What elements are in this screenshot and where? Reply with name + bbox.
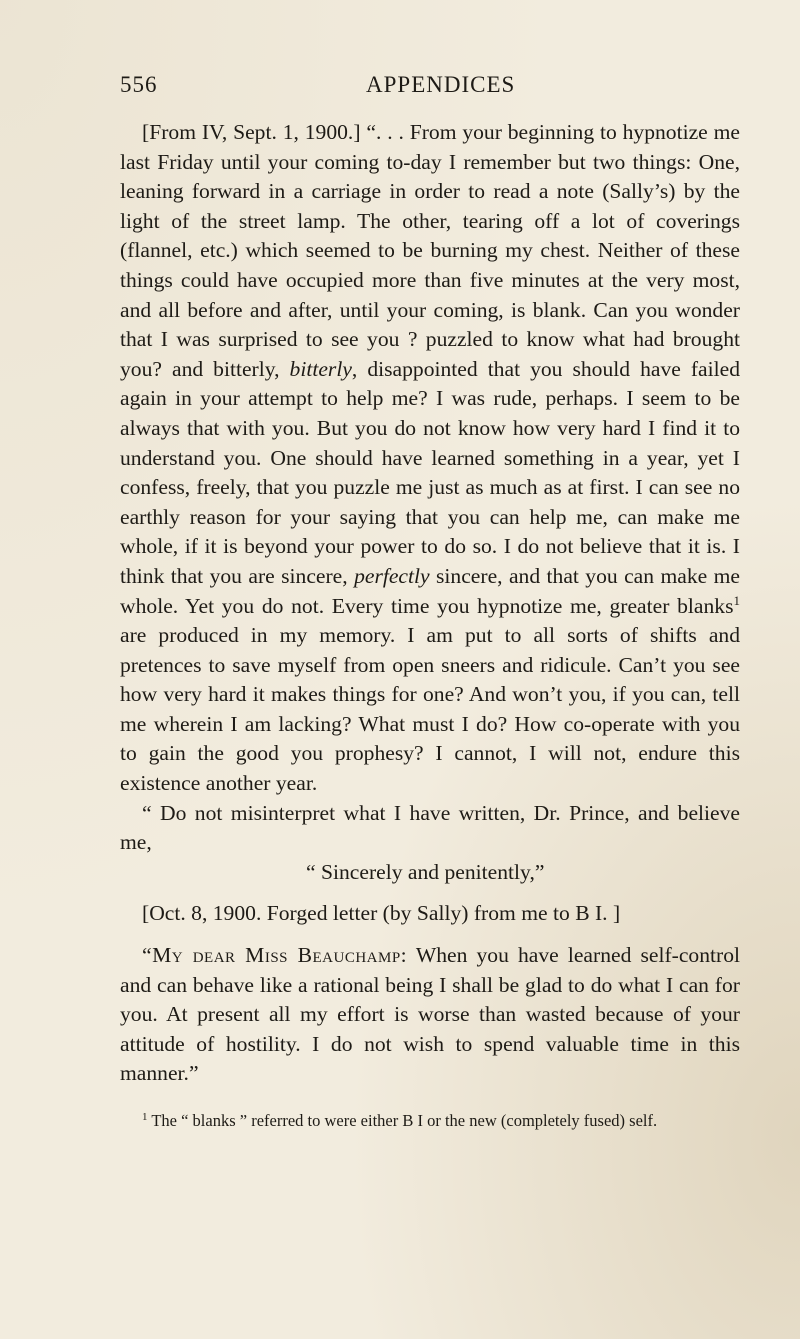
running-head: [120, 72, 720, 108]
running-title: APPENDICES: [366, 72, 516, 97]
letter-text: When you have learned self-control and can behave like a rational being I shall be glad to do what I can for you. At present all my effort is worse than wasted because of your attitude of hostility. I do not wish to spend valuable time in this manner.”: [120, 943, 740, 1086]
footnote-marker: 1: [142, 1111, 148, 1123]
source-bracket: [From IV, Sept. 1, 1900.]: [142, 120, 361, 144]
letter-paragraph: [120, 118, 740, 799]
letter-signoff: “ Sincerely and penitently,”: [306, 859, 545, 884]
page-number: 556: [120, 72, 158, 97]
closing-paragraph: “ Do not misinterpret what I have written, Dr. Prince, and believe me,: [120, 800, 740, 855]
forged-letter-paragraph: [120, 941, 740, 1089]
body-text: [120, 118, 740, 1132]
footnote-text: The “ blanks ” referred to were either B I or the new (completely fused) self.: [147, 1111, 658, 1130]
letter-text: sincere, and that you can make me whole. Yet you do not. Every time you hypnotize me, greater blanks: [120, 563, 740, 618]
editorial-bracket: [Oct. 8, 1900. Forged letter (by Sally) from me to B I. ]: [142, 901, 621, 926]
footnote: [120, 1109, 740, 1132]
letter-text: , disappointed that you should have failed again in your attempt to help me? I was rude, perhaps. I seem to be always that with you. But you do not know how very hard I find it to understand you. One should have learned something in a year, yet I confess, freely, that you puzzle me just as much as at first. I can see no earthly reason for your saying that you can help me, can make me whole, if it is beyond your power to do so. I do not believe that it is. I think that you are sincere,: [120, 356, 740, 588]
emphasis-text: perfectly: [354, 563, 430, 588]
footnote-reference[interactable]: 1: [733, 592, 740, 608]
salutation: “My dear Miss Beauchamp:: [142, 943, 408, 968]
emphasis-text: bitterly: [289, 356, 352, 381]
letter-text: “. . . From your beginning to hypnotize me last Friday until your coming to-day I remember but two things: One, leaning forward in a carriage in order to read a note (Sally’s) by the light of the street lamp. The other, tearing off a lot of coverings (flannel, etc.) which seemed to be burning my chest. Neither of these things could have occupied more than five minutes at the very most, and all before and after, until your coming, is blank. Can you wonder that I was surprised to see you ? puzzled to know what had brought you? and bitterly,: [120, 120, 740, 381]
letter-text: are produced in my memory. I am put to all sorts of shifts and pretences to save myself from open sneers and ridicule. Can’t you see how very hard it makes things for one? And won’t you, if you can, tell me wherein I am lacking? What must I do? How co-operate with you to gain the good you prophesy? I cannot, I will not, endure this existence another year.: [120, 623, 740, 796]
